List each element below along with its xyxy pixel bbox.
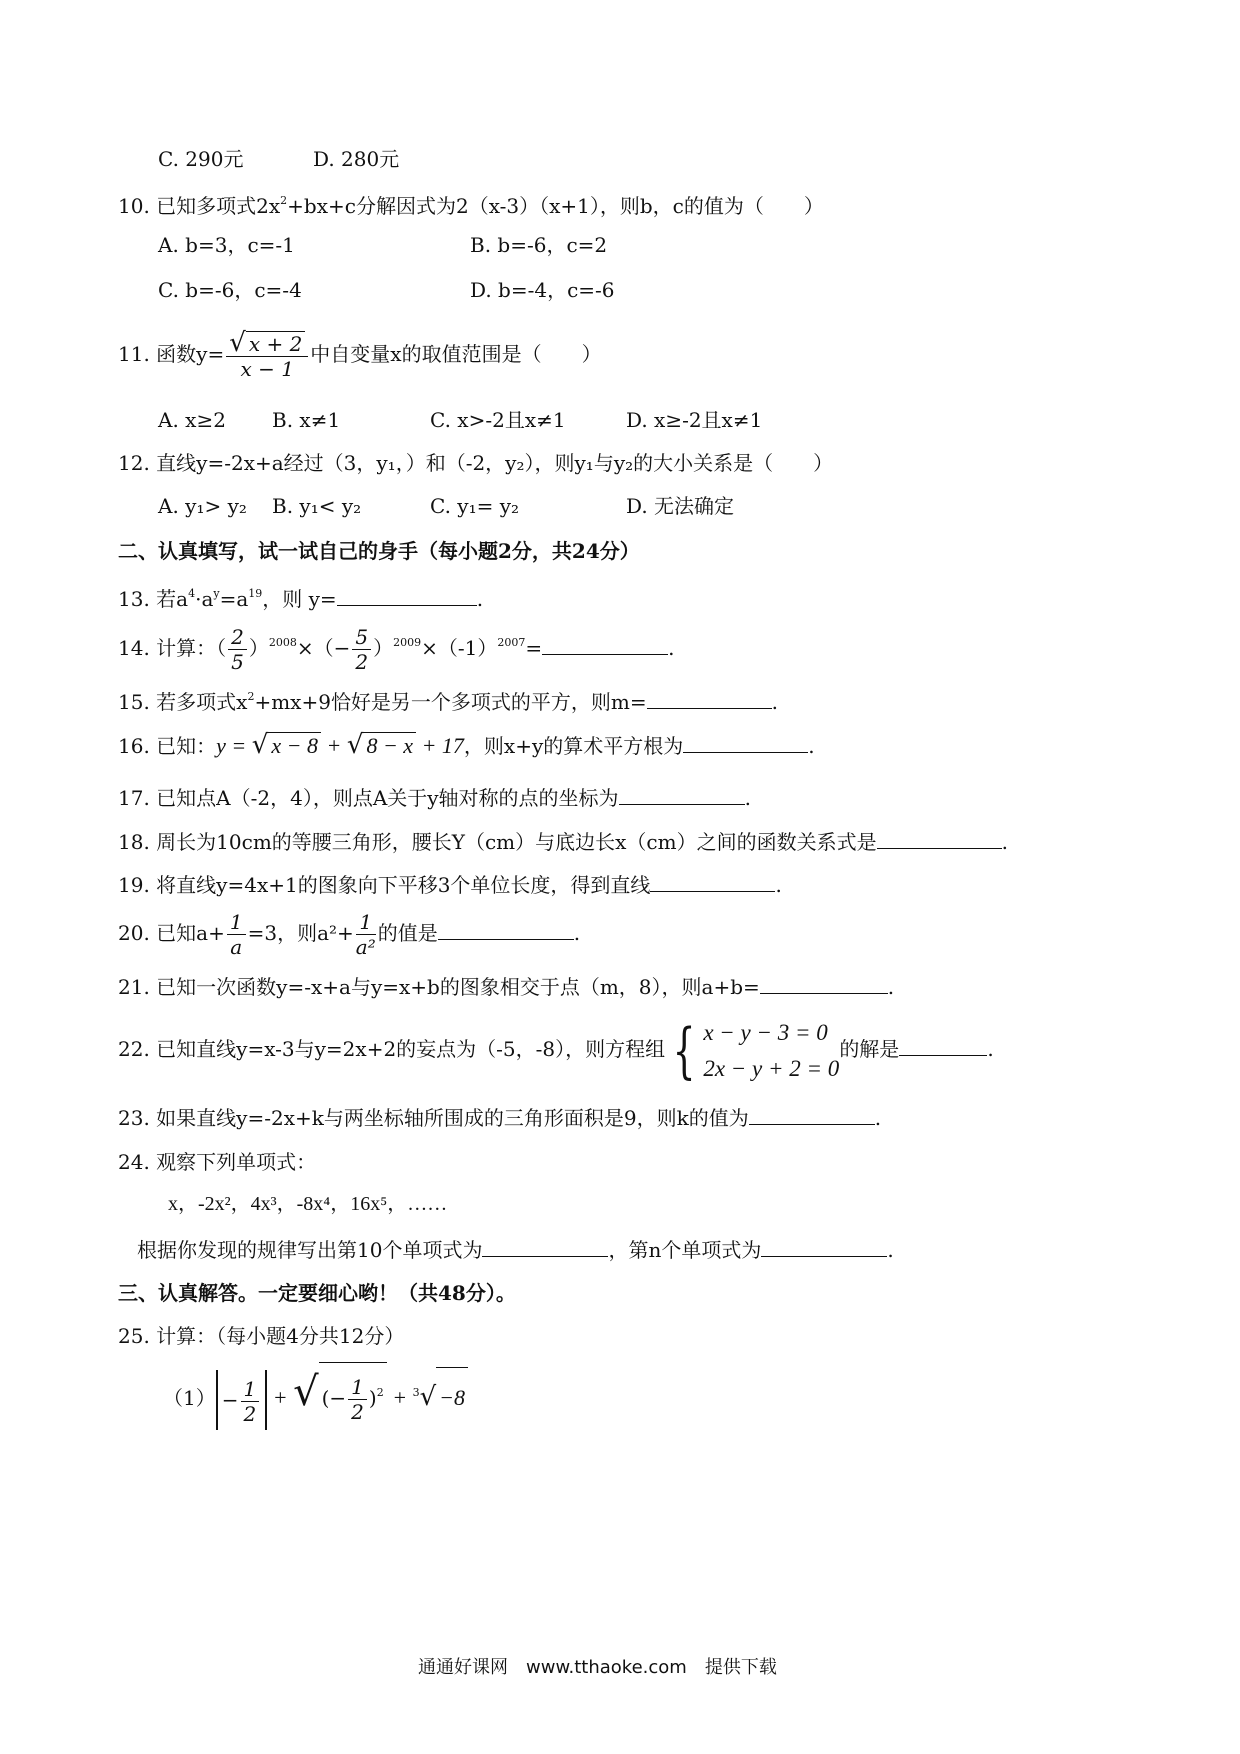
q9-option-c: C. 290元 <box>158 147 244 171</box>
q23: 23. 如果直线y=-2x+k与两坐标轴所围成的三角形面积是9，则k的值为 . <box>118 1106 882 1130</box>
q19: 19. 将直线y=4x+1的图象向下平移3个单位长度，得到直线 . <box>118 873 782 897</box>
q24-question: 根据你发现的规律写出第10个单项式为 ，第n个单项式为 . <box>137 1238 894 1262</box>
q11-option-a: A. x≥2 <box>158 408 226 432</box>
q10-option-d: D. b=-4，c=-6 <box>470 278 615 302</box>
q12-option-c: C. y₁= y₂ <box>430 494 520 518</box>
page-footer: 通通好课网 www.tthaoke.com 提供下载 <box>418 1657 777 1678</box>
q11-option-d: D. x≥-2且x≠1 <box>626 408 763 432</box>
q11-option-b: B. x≠1 <box>272 408 341 432</box>
q10-option-c: C. b=-6，c=-4 <box>158 278 302 302</box>
q15: 15. 若多项式$x^2+mx+9$恰好是另一个多项式的平方，则m= . <box>118 690 779 714</box>
q12-option-a: A. y₁> y₂ <box>158 494 247 518</box>
q10-option-b: B. b=-6，c=2 <box>470 233 608 257</box>
q10-stem: 10. 已知多项式$2x^2+bx+c$分解因式为2（x-3）（x+1），则b，c的值为（ ） <box>118 194 824 218</box>
q24-sequence: x，-2x²，4x³，-8x⁴，16x⁵，…… <box>168 1193 448 1215</box>
q17: 17. 已知点A（-2，4），则点A关于y轴对称的点的坐标为 . <box>118 786 751 810</box>
q10-option-a: A. b=3，c=-1 <box>158 233 295 257</box>
q12-option-d: D. 无法确定 <box>626 494 735 518</box>
q22: 22. 已知直线y=x-3与y=2x+2的妄点为（-5，-8），则方程组 { x − y − 3 = 0 2x − y + 2 = 0 的解是 . <box>118 1015 994 1086</box>
q25-stem: 25. 计算：（每小题4分共12分） <box>118 1324 405 1348</box>
q20: 20. 已知a+ $\frac{1}{a}$ =3，则a²+ $\frac{1}{\text{a²}}$ 的值是 . <box>118 910 581 959</box>
section-3-heading: 三、认真解答。一定要细心哟！（共48分）。 <box>118 1281 516 1305</box>
q16: 16. 已知：y = √ x − 8 + √ 8 − x + 17，则x+y的算术平方根为 . <box>118 730 815 760</box>
q21: 21. 已知一次函数y=-x+a与y=x+b的图象相交于点（m，8），则a+b= . <box>118 975 895 999</box>
q11-stem: 11. 函数y= $\frac{√ x + 2}{x - 1}$ 中自变量x的取值范围是（ ） <box>118 327 602 381</box>
q11-option-c: C. x>-2且x≠1 <box>430 408 566 432</box>
q12-stem: 12. 直线y=-2x+a经过（3，y₁，）和（-2，y₂），则y₁与y₂的大小关系是（ ） <box>118 451 834 475</box>
q9-option-d: D. 280元 <box>313 147 400 171</box>
q25-part-1: （1） − $\frac{1}{2}$ + √ (− $\frac{1}{2}$ )$^2$ + $^3$√ −8 <box>163 1362 468 1430</box>
q12-option-b: B. y₁< y₂ <box>272 494 362 518</box>
section-2-heading: 二、认真填写，试一试自己的身手（每小题2分，共24分） <box>118 539 640 563</box>
q14: 14. 计算：（ $\frac{2}{5}$ ）$^{2008}$×（− $\frac{5}{2}$ ）$^{2009}\times(-1)^{2007}=$ . <box>118 625 675 674</box>
q13: 13. 若$a^4\cdot a^y=a^{19}$，则 y= . <box>118 587 484 611</box>
q18: 18. 周长为10cm的等腰三角形，腰长Y（cm）与底边长x（cm）之间的函数关系式是 . <box>118 830 1008 854</box>
q24-stem: 24. 观察下列单项式： <box>118 1150 317 1174</box>
